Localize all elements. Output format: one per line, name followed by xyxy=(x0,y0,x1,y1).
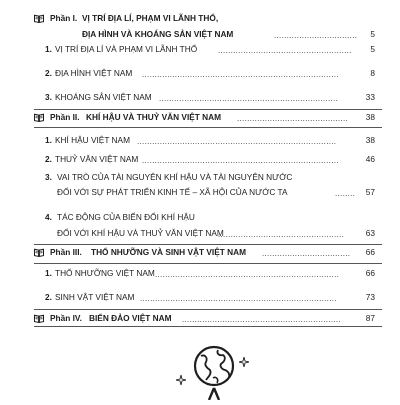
divider xyxy=(34,127,382,128)
part-label: Phần I. xyxy=(50,13,78,23)
part-title: KHÍ HẬU VÀ THUỶ VĂN VIỆT NAM xyxy=(86,112,222,122)
part-title: BIỂN ĐẢO VIỆT NAM xyxy=(89,313,172,323)
chapter-number: 1. xyxy=(45,268,52,278)
page-number: 8 xyxy=(370,68,375,78)
open-book-icon xyxy=(34,248,44,257)
divider xyxy=(34,326,382,327)
part-label: Phần III. xyxy=(50,247,82,257)
chapter-title: KHÍ HẬU VIỆT NAM xyxy=(55,135,130,145)
leader-dots: ............................................ xyxy=(237,114,348,122)
globe-icon xyxy=(192,344,236,400)
leader-dots: .............................................................................. xyxy=(142,156,339,164)
divider xyxy=(34,109,382,110)
divider xyxy=(34,263,382,264)
page-number: 46 xyxy=(365,154,375,164)
page-number: 38 xyxy=(365,112,375,122)
chapter-number: 4. xyxy=(45,212,52,222)
chapter-title: THUỶ VĂN VIỆT NAM xyxy=(55,154,139,164)
open-book-icon xyxy=(34,113,44,122)
page-number: 87 xyxy=(365,313,375,323)
page-number: 57 xyxy=(365,187,375,197)
chapter-title: VỊ TRÍ ĐỊA LÍ VÀ PHẠM VI LÃNH THỔ xyxy=(55,44,198,54)
page-number: 66 xyxy=(365,247,375,257)
chapter-number: 3. xyxy=(45,92,52,102)
page-number: 33 xyxy=(365,92,375,102)
part-title: ĐỊA HÌNH VÀ KHOÁNG SẢN VIỆT NAM xyxy=(82,29,234,39)
leader-dots: ................................... xyxy=(262,249,351,257)
part-label: Phần II. xyxy=(50,112,80,122)
leader-dots: .............................................................................. xyxy=(140,294,337,302)
part-label: Phần IV. xyxy=(50,313,82,323)
leader-dots: ....................................................................... xyxy=(159,94,339,102)
chapter-number: 1. xyxy=(45,44,52,54)
page-number: 5 xyxy=(370,44,375,54)
sparkle-icon xyxy=(176,372,186,390)
page-number: 38 xyxy=(365,135,375,145)
page-number: 5 xyxy=(370,29,375,39)
open-book-icon xyxy=(34,14,44,23)
chapter-title: VAI TRÒ CỦA TÀI NGUYÊN KHÍ HẬU VÀ TÀI NGUYÊN NƯỚC xyxy=(57,172,293,182)
chapter-title: SINH VẬT VIỆT NAM xyxy=(55,292,135,302)
leader-dots: ............................................................................... xyxy=(137,137,337,145)
part-title: VỊ TRÍ ĐỊA LÍ, PHẠM VI LÃNH THỔ, xyxy=(82,13,219,23)
page-number: 73 xyxy=(365,292,375,302)
chapter-title: THỔ NHƯỠNG VIỆT NAM xyxy=(55,268,155,278)
divider xyxy=(34,309,382,310)
leader-dots: ................................. xyxy=(274,31,358,39)
leader-dots: .................................................. xyxy=(218,230,345,238)
leader-dots: ........ xyxy=(335,189,356,197)
sparkle-icon xyxy=(239,354,249,372)
chapter-number: 2. xyxy=(45,154,52,164)
part-title: THỔ NHƯỠNG VÀ SINH VẬT VIỆT NAM xyxy=(91,247,247,257)
chapter-number: 1. xyxy=(45,135,52,145)
chapter-title: ĐỐI VỚI SỰ PHÁT TRIỂN KINH TẾ – XÃ HỘI CỦA NƯỚC TA xyxy=(57,187,288,197)
chapter-number: 2. xyxy=(45,68,52,78)
chapter-title: TÁC ĐỘNG CỦA BIẾN ĐỔI KHÍ HẬU xyxy=(57,212,195,222)
divider xyxy=(34,244,382,245)
leader-dots: ......................................................................... xyxy=(155,270,340,278)
chapter-title: KHOÁNG SẢN VIỆT NAM xyxy=(55,92,152,102)
chapter-number: 3. xyxy=(45,172,52,182)
chapter-title: ĐỐI VỚI KHÍ HẬU VÀ THUỶ VĂN VIỆT NAM xyxy=(57,228,224,238)
chapter-number: 2. xyxy=(45,292,52,302)
open-book-icon xyxy=(34,314,44,323)
page-number: 63 xyxy=(365,228,375,238)
leader-dots: .............................................................................. xyxy=(142,70,339,78)
page-number: 66 xyxy=(365,268,375,278)
leader-dots: ..................................................... xyxy=(218,46,352,54)
leader-dots: ............................................................... xyxy=(182,315,341,323)
chapter-title: ĐỊA HÌNH VIỆT NAM xyxy=(55,68,133,78)
